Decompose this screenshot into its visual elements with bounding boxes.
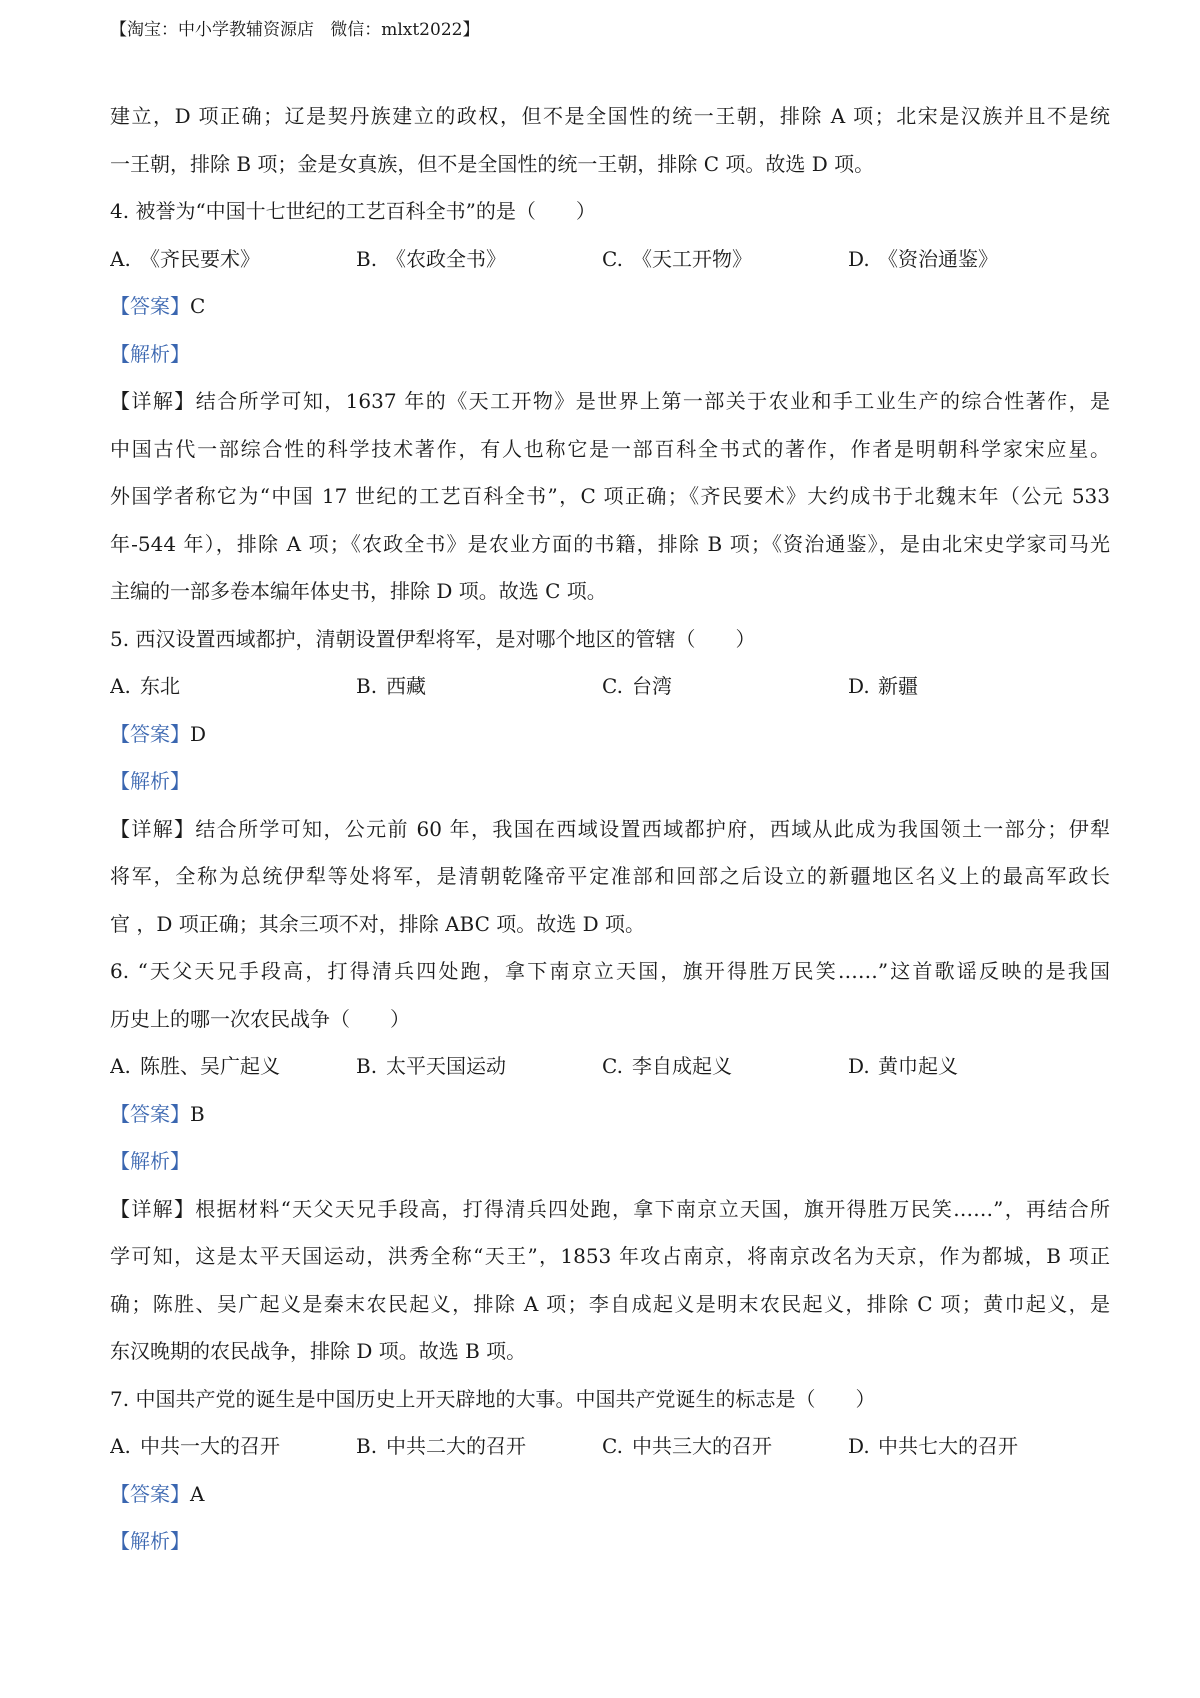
q4-detail-line: 【详解】结合所学可知，1637 年的《天工开物》是世界上第一部关于农业和手工业生产的综合性著作，是: [110, 389, 1110, 413]
q5-detail-line: 将军，全称为总统伊犁等处将军，是清朝乾隆帝平定准部和回部之后设立的新疆地区名义上的最高军政长: [110, 864, 1110, 888]
q6-stem-cont: 历史上的哪一次农民战争（ ）: [110, 1006, 410, 1031]
answer-value: B: [190, 1101, 205, 1126]
q7-stem: 7. 中国共产党的诞生是中国历史上开天辟地的大事。中国共产党诞生的标志是（ ）: [110, 1386, 876, 1411]
detail-label: 【详解】: [110, 1196, 196, 1221]
answer-value: C: [190, 294, 206, 318]
q7-option-d: D. 中共七大的召开: [848, 1434, 1018, 1458]
q5-detail-line: 官 ，D 项正确；其余三项不对，排除 ABC 项。故选 D 项。: [110, 911, 646, 936]
q4-detail-line: 主编的一部多卷本编年体史书，排除 D 项。故选 C 项。: [110, 579, 607, 603]
document-body: [110, 93, 1110, 1566]
q4-option-d: D. 《资治通鉴》: [848, 246, 998, 271]
q5-option-b: B. 西藏: [356, 674, 426, 698]
q6-detail-line: 学可知，这是太平天国运动，洪秀全称“天王”，1853 年攻占南京，将南京改名为天京，作为都城，B 项正: [110, 1244, 1110, 1268]
q4-detail-line: 外国学者称它为“中国 17 世纪的工艺百科全书”，C 项正确；《齐民要术》大约成书于北魏末年（公元 533: [110, 484, 1110, 508]
detail-label: 【详解】: [110, 816, 196, 841]
q7-options: [110, 1423, 1110, 1471]
q4-analysis: [110, 331, 1110, 379]
answer-label: 【答案】: [110, 1481, 190, 1506]
q6-option-a: A. 陈胜、吴广起义: [110, 1054, 280, 1078]
q5-option-c: C. 台湾: [602, 674, 672, 698]
analysis-label: 【解析】: [110, 341, 190, 366]
q4-stem: 4. 被誉为“中国十七世纪的工艺百科全书”的是（ ）: [110, 199, 596, 223]
q7-option-b: B. 中共二大的召开: [356, 1434, 526, 1458]
q6-option-b: B. 太平天国运动: [356, 1054, 506, 1078]
q3-explanation-line: 建立，D 项正确；辽是契丹族建立的政权，但不是全国性的统一王朝，排除 A 项；北宋是汉族并且不是统: [110, 104, 1110, 128]
q7-option-a: A. 中共一大的召开: [110, 1434, 280, 1458]
q5-options: [110, 663, 1110, 711]
q5-option-d: D. 新疆: [848, 674, 918, 698]
q5-analysis: [110, 758, 1110, 806]
q5-stem: 5. 西汉设置西域都护，清朝设置伊犁将军，是对哪个地区的管辖（ ）: [110, 626, 756, 651]
answer-label: 【答案】: [110, 1101, 190, 1126]
analysis-label: 【解析】: [110, 769, 190, 793]
page-header: 【淘宝：中小学教辅资源店 微信：mlxt2022】: [110, 20, 480, 40]
q6-detail-line: 确；陈胜、吴广起义是秦末农民起义，排除 A 项；李自成起义是明末农民起义，排除 C 项；黄巾起义，是: [110, 1291, 1110, 1316]
q5-answer: [110, 711, 1110, 759]
q6-detail-line: 东汉晚期的农民战争，排除 D 项。故选 B 项。: [110, 1339, 527, 1363]
answer-value: D: [190, 721, 207, 746]
q6-analysis: [110, 1138, 1110, 1186]
q4-detail-line: 年-544 年），排除 A 项；《农政全书》是农业方面的书籍，排除 B 项；《资治通鉴》，是由北宋史学家司马光: [110, 531, 1110, 556]
q5-detail-line: 【详解】结合所学可知，公元前 60 年，我国在西域设置西域都护府，西域从此成为我国领土一部分；伊犁: [110, 816, 1110, 841]
q6-stem: 6. “天父天兄手段高，打得清兵四处跑，拿下南京立天国，旗开得胜万民笑……”这首歌谣反映的是我国: [110, 959, 1110, 983]
answer-label: 【答案】: [110, 294, 190, 318]
answer-label: 【答案】: [110, 721, 190, 746]
q4-detail-line: 中国古代一部综合性的科学技术著作，有人也称它是一部百科全书式的著作，作者是明朝科学家宋应星。: [110, 436, 1110, 461]
q6-option-c: C. 李自成起义: [602, 1054, 732, 1078]
q6-detail-line: 【详解】根据材料“天父天兄手段高，打得清兵四处跑，拿下南京立天国，旗开得胜万民笑……”，再结合所: [110, 1196, 1110, 1221]
q7-answer: [110, 1471, 1110, 1519]
q4-options: [110, 236, 1110, 284]
q4-option-a: A. 《齐民要术》: [110, 246, 260, 271]
q3-explanation-line: 一王朝，排除 B 项；金是女真族，但不是全国性的统一王朝，排除 C 项。故选 D 项。: [110, 151, 875, 176]
q6-options: [110, 1043, 1110, 1091]
q6-option-d: D. 黄巾起义: [848, 1054, 958, 1078]
q6-answer: [110, 1091, 1110, 1139]
analysis-label: 【解析】: [110, 1149, 190, 1173]
detail-label: 【详解】: [110, 389, 196, 413]
q7-option-c: C. 中共三大的召开: [602, 1434, 772, 1458]
q7-analysis: [110, 1518, 1110, 1566]
q5-option-a: A. 东北: [110, 674, 180, 698]
answer-value: A: [190, 1481, 205, 1506]
analysis-label: 【解析】: [110, 1529, 190, 1553]
q4-option-c: C. 《天工开物》: [602, 246, 752, 271]
q4-answer: [110, 283, 1110, 331]
q4-option-b: B. 《农政全书》: [356, 246, 506, 271]
